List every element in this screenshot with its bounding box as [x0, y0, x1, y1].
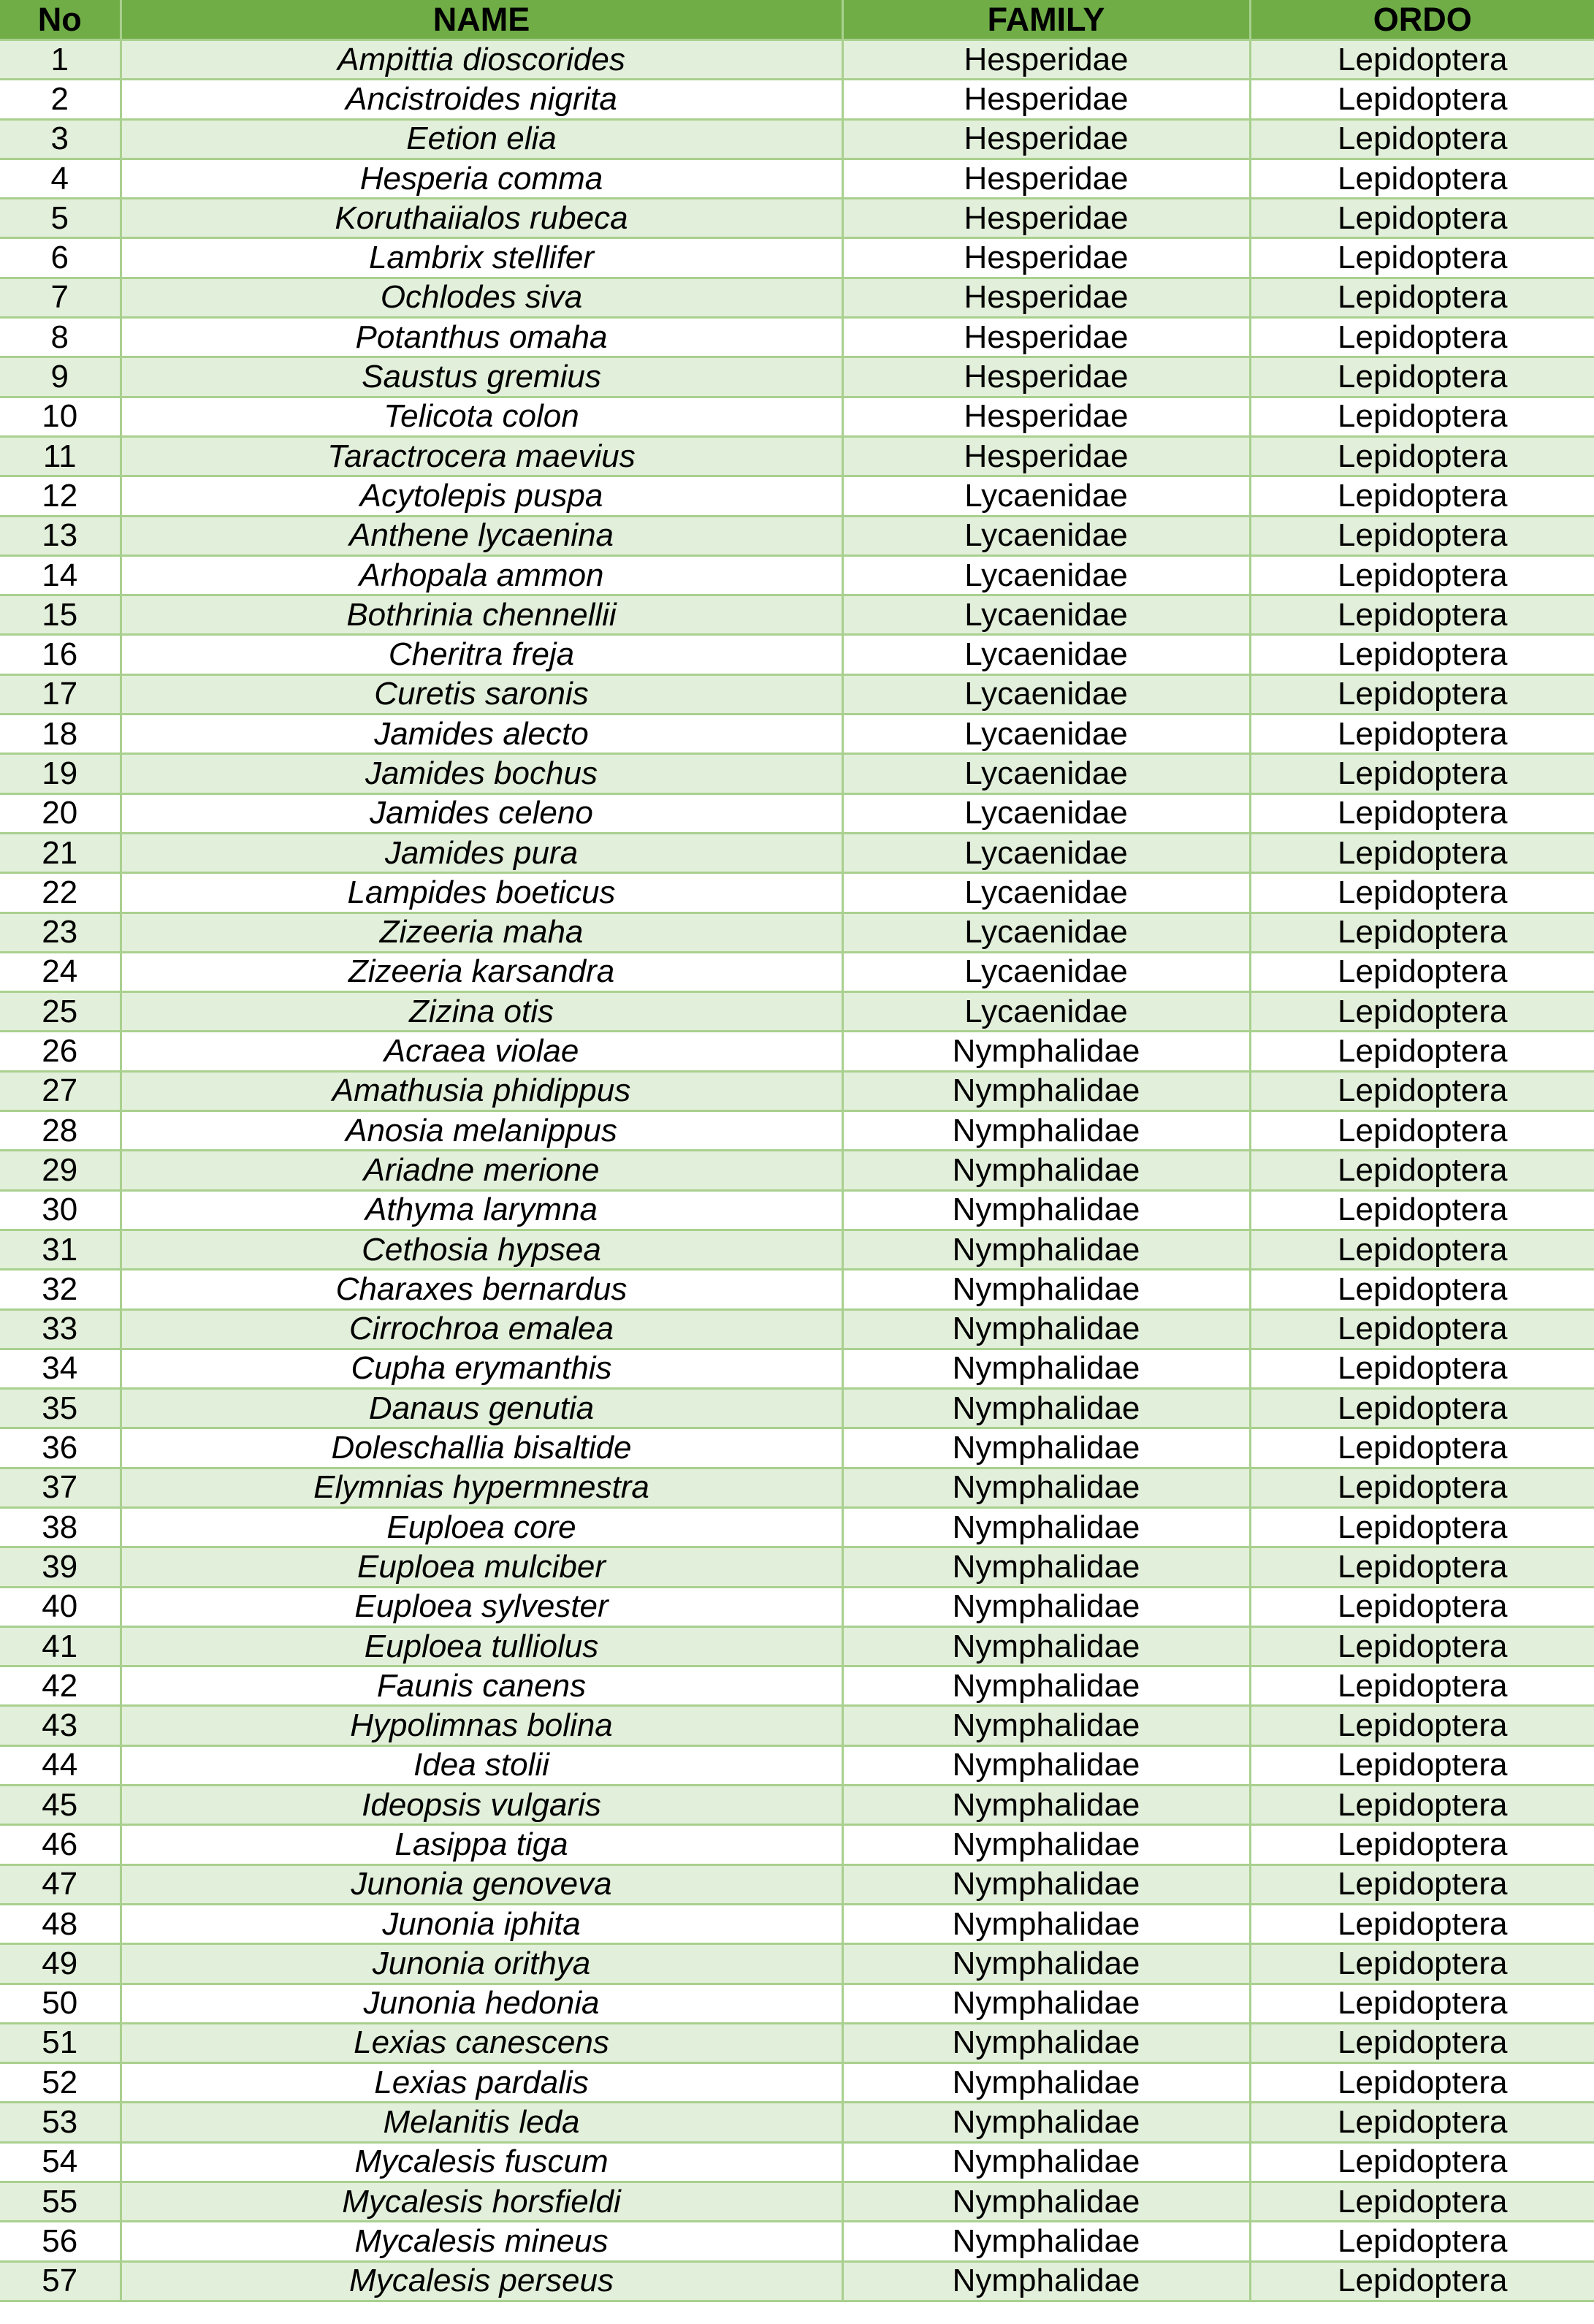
- cell-name: Jamides bochus: [121, 754, 842, 793]
- table-row: [0, 595, 1594, 635]
- cell-name: Cheritra freja: [121, 635, 842, 674]
- cell-no: 15: [0, 595, 121, 635]
- cell-name: Ampittia dioscorides: [121, 40, 842, 80]
- cell-name: Ariadne merione: [121, 1151, 842, 1190]
- cell-no: 48: [0, 1904, 121, 1943]
- cell-no: 34: [0, 1349, 121, 1388]
- table-row: [0, 2103, 1594, 2142]
- cell-name: Jamides pura: [121, 833, 842, 872]
- cell-no: 46: [0, 1825, 121, 1864]
- cell-ordo: Lepidoptera: [1250, 2063, 1594, 2103]
- table-row: [0, 1151, 1594, 1190]
- cell-name: Lambrix stellifer: [121, 238, 842, 278]
- cell-name: Ancistroides nigrita: [121, 80, 842, 119]
- table-row: [0, 1706, 1594, 1745]
- cell-ordo: Lepidoptera: [1250, 40, 1594, 80]
- cell-family: Nymphalidae: [842, 1111, 1250, 1151]
- cell-name: Jamides celeno: [121, 793, 842, 833]
- cell-name: Taractrocera maevius: [121, 436, 842, 476]
- cell-family: Lycaenidae: [842, 715, 1250, 754]
- cell-family: Nymphalidae: [842, 2103, 1250, 2142]
- cell-family: Hesperidae: [842, 199, 1250, 238]
- cell-no: 6: [0, 238, 121, 278]
- table-row: [0, 2222, 1594, 2261]
- cell-no: 17: [0, 674, 121, 714]
- cell-name: Anosia melanippus: [121, 1111, 842, 1151]
- cell-family: Lycaenidae: [842, 476, 1250, 516]
- cell-name: Junonia orithya: [121, 1944, 842, 1984]
- table-header: [0, 0, 1594, 40]
- cell-no: 51: [0, 2023, 121, 2062]
- cell-no: 5: [0, 199, 121, 238]
- cell-no: 42: [0, 1666, 121, 1706]
- cell-ordo: Lepidoptera: [1250, 1230, 1594, 1269]
- cell-ordo: Lepidoptera: [1250, 1071, 1594, 1110]
- table-row: [0, 2261, 1594, 2301]
- table-row: [0, 1944, 1594, 1984]
- cell-family: Nymphalidae: [842, 1984, 1250, 2023]
- cell-family: Lycaenidae: [842, 555, 1250, 595]
- cell-name: Junonia iphita: [121, 1904, 842, 1943]
- cell-name: Euploea tulliolus: [121, 1626, 842, 1666]
- cell-family: Nymphalidae: [842, 1904, 1250, 1943]
- cell-family: Nymphalidae: [842, 1270, 1250, 1309]
- cell-family: Nymphalidae: [842, 1864, 1250, 1904]
- cell-no: 54: [0, 2142, 121, 2182]
- cell-no: 16: [0, 635, 121, 674]
- cell-name: Hesperia comma: [121, 159, 842, 198]
- cell-ordo: Lepidoptera: [1250, 754, 1594, 793]
- cell-no: 29: [0, 1151, 121, 1190]
- cell-no: 39: [0, 1547, 121, 1587]
- cell-no: 7: [0, 278, 121, 317]
- cell-ordo: Lepidoptera: [1250, 1270, 1594, 1309]
- table-row: [0, 2063, 1594, 2103]
- cell-name: Cirrochroa emalea: [121, 1309, 842, 1349]
- table-row: [0, 40, 1594, 80]
- cell-ordo: Lepidoptera: [1250, 793, 1594, 833]
- cell-name: Doleschallia bisaltide: [121, 1428, 842, 1468]
- table-row: [0, 1864, 1594, 1904]
- cell-no: 20: [0, 793, 121, 833]
- table-row: [0, 1786, 1594, 1825]
- cell-ordo: Lepidoptera: [1250, 833, 1594, 872]
- cell-ordo: Lepidoptera: [1250, 1626, 1594, 1666]
- table-row: [0, 1270, 1594, 1309]
- table-row: [0, 1190, 1594, 1230]
- cell-no: 26: [0, 1032, 121, 1071]
- cell-family: Nymphalidae: [842, 1468, 1250, 1507]
- cell-family: Nymphalidae: [842, 1547, 1250, 1587]
- cell-name: Euploea sylvester: [121, 1587, 842, 1626]
- cell-family: Nymphalidae: [842, 2222, 1250, 2261]
- cell-name: Junonia hedonia: [121, 1984, 842, 2023]
- cell-no: 13: [0, 516, 121, 555]
- cell-ordo: Lepidoptera: [1250, 913, 1594, 952]
- cell-ordo: Lepidoptera: [1250, 1984, 1594, 2023]
- cell-ordo: Lepidoptera: [1250, 238, 1594, 278]
- cell-family: Hesperidae: [842, 278, 1250, 317]
- cell-family: Nymphalidae: [842, 1151, 1250, 1190]
- cell-name: Acytolepis puspa: [121, 476, 842, 516]
- table-row: [0, 1032, 1594, 1071]
- cell-no: 57: [0, 2261, 121, 2301]
- cell-no: 14: [0, 555, 121, 595]
- cell-name: Zizina otis: [121, 992, 842, 1032]
- cell-ordo: Lepidoptera: [1250, 80, 1594, 119]
- cell-name: Ideopsis vulgaris: [121, 1786, 842, 1825]
- cell-family: Lycaenidae: [842, 873, 1250, 913]
- cell-family: Lycaenidae: [842, 595, 1250, 635]
- cell-name: Charaxes bernardus: [121, 1270, 842, 1309]
- cell-ordo: Lepidoptera: [1250, 516, 1594, 555]
- cell-family: Nymphalidae: [842, 1944, 1250, 1984]
- cell-family: Lycaenidae: [842, 833, 1250, 872]
- cell-name: Lasippa tiga: [121, 1825, 842, 1864]
- cell-ordo: Lepidoptera: [1250, 1111, 1594, 1151]
- cell-ordo: Lepidoptera: [1250, 2023, 1594, 2062]
- table-row: [0, 397, 1594, 436]
- cell-family: Nymphalidae: [842, 1389, 1250, 1428]
- cell-family: Nymphalidae: [842, 2261, 1250, 2301]
- table-row: [0, 1984, 1594, 2023]
- cell-ordo: Lepidoptera: [1250, 1864, 1594, 1904]
- table-row: [0, 159, 1594, 198]
- cell-family: Nymphalidae: [842, 1230, 1250, 1269]
- cell-family: Hesperidae: [842, 357, 1250, 397]
- table-row: [0, 1626, 1594, 1666]
- table-row: [0, 952, 1594, 991]
- cell-no: 19: [0, 754, 121, 793]
- cell-ordo: Lepidoptera: [1250, 436, 1594, 476]
- cell-ordo: Lepidoptera: [1250, 476, 1594, 516]
- cell-family: Nymphalidae: [842, 1587, 1250, 1626]
- cell-no: 9: [0, 357, 121, 397]
- cell-family: Hesperidae: [842, 238, 1250, 278]
- cell-ordo: Lepidoptera: [1250, 397, 1594, 436]
- cell-family: Nymphalidae: [842, 1349, 1250, 1388]
- table-row: [0, 913, 1594, 952]
- cell-ordo: Lepidoptera: [1250, 2142, 1594, 2182]
- cell-no: 31: [0, 1230, 121, 1269]
- cell-name: Ochlodes siva: [121, 278, 842, 317]
- cell-family: Hesperidae: [842, 397, 1250, 436]
- cell-ordo: Lepidoptera: [1250, 318, 1594, 357]
- cell-family: Nymphalidae: [842, 1507, 1250, 1547]
- header-row: [0, 0, 1594, 40]
- table-row: [0, 873, 1594, 913]
- cell-ordo: Lepidoptera: [1250, 715, 1594, 754]
- table-row: [0, 1349, 1594, 1388]
- cell-no: 33: [0, 1309, 121, 1349]
- cell-family: Lycaenidae: [842, 992, 1250, 1032]
- cell-name: Lexias canescens: [121, 2023, 842, 2062]
- cell-no: 41: [0, 1626, 121, 1666]
- cell-no: 10: [0, 397, 121, 436]
- cell-no: 32: [0, 1270, 121, 1309]
- cell-ordo: Lepidoptera: [1250, 1587, 1594, 1626]
- cell-no: 56: [0, 2222, 121, 2261]
- cell-no: 1: [0, 40, 121, 80]
- cell-family: Nymphalidae: [842, 1666, 1250, 1706]
- cell-no: 11: [0, 436, 121, 476]
- table-row: [0, 1071, 1594, 1110]
- cell-ordo: Lepidoptera: [1250, 1706, 1594, 1745]
- cell-ordo: Lepidoptera: [1250, 2182, 1594, 2222]
- cell-no: 22: [0, 873, 121, 913]
- cell-no: 18: [0, 715, 121, 754]
- cell-family: Hesperidae: [842, 40, 1250, 80]
- cell-name: Lexias pardalis: [121, 2063, 842, 2103]
- table-body: [0, 40, 1594, 2301]
- cell-ordo: Lepidoptera: [1250, 1745, 1594, 1785]
- cell-family: Lycaenidae: [842, 635, 1250, 674]
- cell-no: 12: [0, 476, 121, 516]
- cell-name: Cupha erymanthis: [121, 1349, 842, 1388]
- cell-name: Mycalesis fuscum: [121, 2142, 842, 2182]
- cell-no: 53: [0, 2103, 121, 2142]
- cell-family: Nymphalidae: [842, 1309, 1250, 1349]
- cell-name: Saustus gremius: [121, 357, 842, 397]
- cell-family: Hesperidae: [842, 119, 1250, 159]
- table-row: [0, 2182, 1594, 2222]
- cell-ordo: Lepidoptera: [1250, 2261, 1594, 2301]
- cell-name: Koruthaiialos rubeca: [121, 199, 842, 238]
- cell-name: Zizeeria karsandra: [121, 952, 842, 991]
- table-row: [0, 674, 1594, 714]
- cell-family: Nymphalidae: [842, 2063, 1250, 2103]
- cell-name: Anthene lycaenina: [121, 516, 842, 555]
- table-row: [0, 2142, 1594, 2182]
- table-row: [0, 555, 1594, 595]
- cell-family: Lycaenidae: [842, 793, 1250, 833]
- cell-family: Nymphalidae: [842, 1071, 1250, 1110]
- cell-no: 49: [0, 1944, 121, 1984]
- table-row: [0, 476, 1594, 516]
- column-header-name: NAME: [121, 0, 842, 40]
- cell-ordo: Lepidoptera: [1250, 199, 1594, 238]
- cell-family: Nymphalidae: [842, 1428, 1250, 1468]
- cell-ordo: Lepidoptera: [1250, 1349, 1594, 1388]
- table-row: [0, 1468, 1594, 1507]
- cell-name: Danaus genutia: [121, 1389, 842, 1428]
- cell-family: Nymphalidae: [842, 1786, 1250, 1825]
- cell-name: Junonia genoveva: [121, 1864, 842, 1904]
- cell-family: Nymphalidae: [842, 2142, 1250, 2182]
- table-row: [0, 436, 1594, 476]
- table-row: [0, 1428, 1594, 1468]
- column-header-family: FAMILY: [842, 0, 1250, 40]
- cell-ordo: Lepidoptera: [1250, 1666, 1594, 1706]
- cell-name: Acraea violae: [121, 1032, 842, 1071]
- cell-name: Zizeeria maha: [121, 913, 842, 952]
- cell-no: 30: [0, 1190, 121, 1230]
- table-row: [0, 754, 1594, 793]
- table-row: [0, 1111, 1594, 1151]
- cell-ordo: Lepidoptera: [1250, 1151, 1594, 1190]
- column-header-no: No: [0, 0, 121, 40]
- table-row: [0, 357, 1594, 397]
- table-row: [0, 635, 1594, 674]
- cell-no: 4: [0, 159, 121, 198]
- cell-name: Idea stolii: [121, 1745, 842, 1785]
- cell-ordo: Lepidoptera: [1250, 1468, 1594, 1507]
- table-row: [0, 1230, 1594, 1269]
- cell-no: 43: [0, 1706, 121, 1745]
- cell-name: Elymnias hypermnestra: [121, 1468, 842, 1507]
- cell-ordo: Lepidoptera: [1250, 1309, 1594, 1349]
- cell-name: Mycalesis perseus: [121, 2261, 842, 2301]
- table-row: [0, 833, 1594, 872]
- column-header-ordo: ORDO: [1250, 0, 1594, 40]
- cell-ordo: Lepidoptera: [1250, 119, 1594, 159]
- cell-family: Lycaenidae: [842, 516, 1250, 555]
- cell-no: 3: [0, 119, 121, 159]
- cell-family: Nymphalidae: [842, 2023, 1250, 2062]
- cell-name: Euploea core: [121, 1507, 842, 1547]
- cell-name: Jamides alecto: [121, 715, 842, 754]
- cell-no: 28: [0, 1111, 121, 1151]
- cell-family: Nymphalidae: [842, 1825, 1250, 1864]
- table-row: [0, 1587, 1594, 1626]
- table-row: [0, 516, 1594, 555]
- cell-ordo: Lepidoptera: [1250, 595, 1594, 635]
- table-row: [0, 318, 1594, 357]
- table-row: [0, 1309, 1594, 1349]
- cell-ordo: Lepidoptera: [1250, 159, 1594, 198]
- cell-ordo: Lepidoptera: [1250, 2103, 1594, 2142]
- cell-name: Melanitis leda: [121, 2103, 842, 2142]
- cell-no: 38: [0, 1507, 121, 1547]
- cell-ordo: Lepidoptera: [1250, 1944, 1594, 1984]
- cell-ordo: Lepidoptera: [1250, 952, 1594, 991]
- cell-no: 37: [0, 1468, 121, 1507]
- cell-family: Nymphalidae: [842, 1745, 1250, 1785]
- table-row: [0, 1666, 1594, 1706]
- cell-no: 47: [0, 1864, 121, 1904]
- cell-ordo: Lepidoptera: [1250, 357, 1594, 397]
- table-row: [0, 992, 1594, 1032]
- cell-family: Nymphalidae: [842, 1706, 1250, 1745]
- cell-name: Potanthus omaha: [121, 318, 842, 357]
- cell-family: Hesperidae: [842, 159, 1250, 198]
- table-row: [0, 1389, 1594, 1428]
- table-row: [0, 119, 1594, 159]
- cell-ordo: Lepidoptera: [1250, 674, 1594, 714]
- cell-name: Athyma larymna: [121, 1190, 842, 1230]
- cell-name: Arhopala ammon: [121, 555, 842, 595]
- cell-name: Mycalesis horsfieldi: [121, 2182, 842, 2222]
- cell-no: 52: [0, 2063, 121, 2103]
- cell-family: Hesperidae: [842, 318, 1250, 357]
- cell-family: Lycaenidae: [842, 913, 1250, 952]
- cell-family: Hesperidae: [842, 436, 1250, 476]
- table-row: [0, 238, 1594, 278]
- cell-no: 44: [0, 1745, 121, 1785]
- cell-family: Lycaenidae: [842, 674, 1250, 714]
- cell-family: Lycaenidae: [842, 952, 1250, 991]
- cell-no: 25: [0, 992, 121, 1032]
- cell-ordo: Lepidoptera: [1250, 1825, 1594, 1864]
- cell-no: 24: [0, 952, 121, 991]
- cell-no: 45: [0, 1786, 121, 1825]
- cell-no: 21: [0, 833, 121, 872]
- cell-no: 27: [0, 1071, 121, 1110]
- cell-ordo: Lepidoptera: [1250, 278, 1594, 317]
- cell-name: Amathusia phidippus: [121, 1071, 842, 1110]
- table-row: [0, 1507, 1594, 1547]
- table-row: [0, 199, 1594, 238]
- cell-name: Faunis canens: [121, 1666, 842, 1706]
- cell-no: 35: [0, 1389, 121, 1428]
- cell-name: Bothrinia chennellii: [121, 595, 842, 635]
- table-row: [0, 793, 1594, 833]
- cell-name: Cethosia hypsea: [121, 1230, 842, 1269]
- cell-name: Telicota colon: [121, 397, 842, 436]
- cell-ordo: Lepidoptera: [1250, 1904, 1594, 1943]
- cell-no: 40: [0, 1587, 121, 1626]
- cell-ordo: Lepidoptera: [1250, 1547, 1594, 1587]
- cell-no: 50: [0, 1984, 121, 2023]
- cell-family: Nymphalidae: [842, 1190, 1250, 1230]
- table-row: [0, 1547, 1594, 1587]
- cell-family: Nymphalidae: [842, 1032, 1250, 1071]
- table-row: [0, 1745, 1594, 1785]
- cell-ordo: Lepidoptera: [1250, 873, 1594, 913]
- cell-ordo: Lepidoptera: [1250, 1507, 1594, 1547]
- cell-no: 2: [0, 80, 121, 119]
- cell-family: Hesperidae: [842, 80, 1250, 119]
- cell-ordo: Lepidoptera: [1250, 1428, 1594, 1468]
- cell-family: Nymphalidae: [842, 2182, 1250, 2222]
- cell-name: Euploea mulciber: [121, 1547, 842, 1587]
- table-row: [0, 715, 1594, 754]
- cell-ordo: Lepidoptera: [1250, 2222, 1594, 2261]
- cell-family: Lycaenidae: [842, 754, 1250, 793]
- cell-ordo: Lepidoptera: [1250, 1190, 1594, 1230]
- cell-no: 36: [0, 1428, 121, 1468]
- table-row: [0, 1904, 1594, 1943]
- table-row: [0, 2023, 1594, 2062]
- cell-no: 8: [0, 318, 121, 357]
- cell-ordo: Lepidoptera: [1250, 992, 1594, 1032]
- cell-no: 55: [0, 2182, 121, 2222]
- table-row: [0, 278, 1594, 317]
- cell-name: Mycalesis mineus: [121, 2222, 842, 2261]
- cell-name: Lampides boeticus: [121, 873, 842, 913]
- cell-ordo: Lepidoptera: [1250, 1786, 1594, 1825]
- table-row: [0, 1825, 1594, 1864]
- cell-name: Eetion elia: [121, 119, 842, 159]
- table-row: [0, 80, 1594, 119]
- cell-no: 23: [0, 913, 121, 952]
- cell-family: Nymphalidae: [842, 1626, 1250, 1666]
- cell-ordo: Lepidoptera: [1250, 1032, 1594, 1071]
- cell-name: Hypolimnas bolina: [121, 1706, 842, 1745]
- cell-ordo: Lepidoptera: [1250, 635, 1594, 674]
- cell-ordo: Lepidoptera: [1250, 1389, 1594, 1428]
- cell-ordo: Lepidoptera: [1250, 555, 1594, 595]
- cell-name: Curetis saronis: [121, 674, 842, 714]
